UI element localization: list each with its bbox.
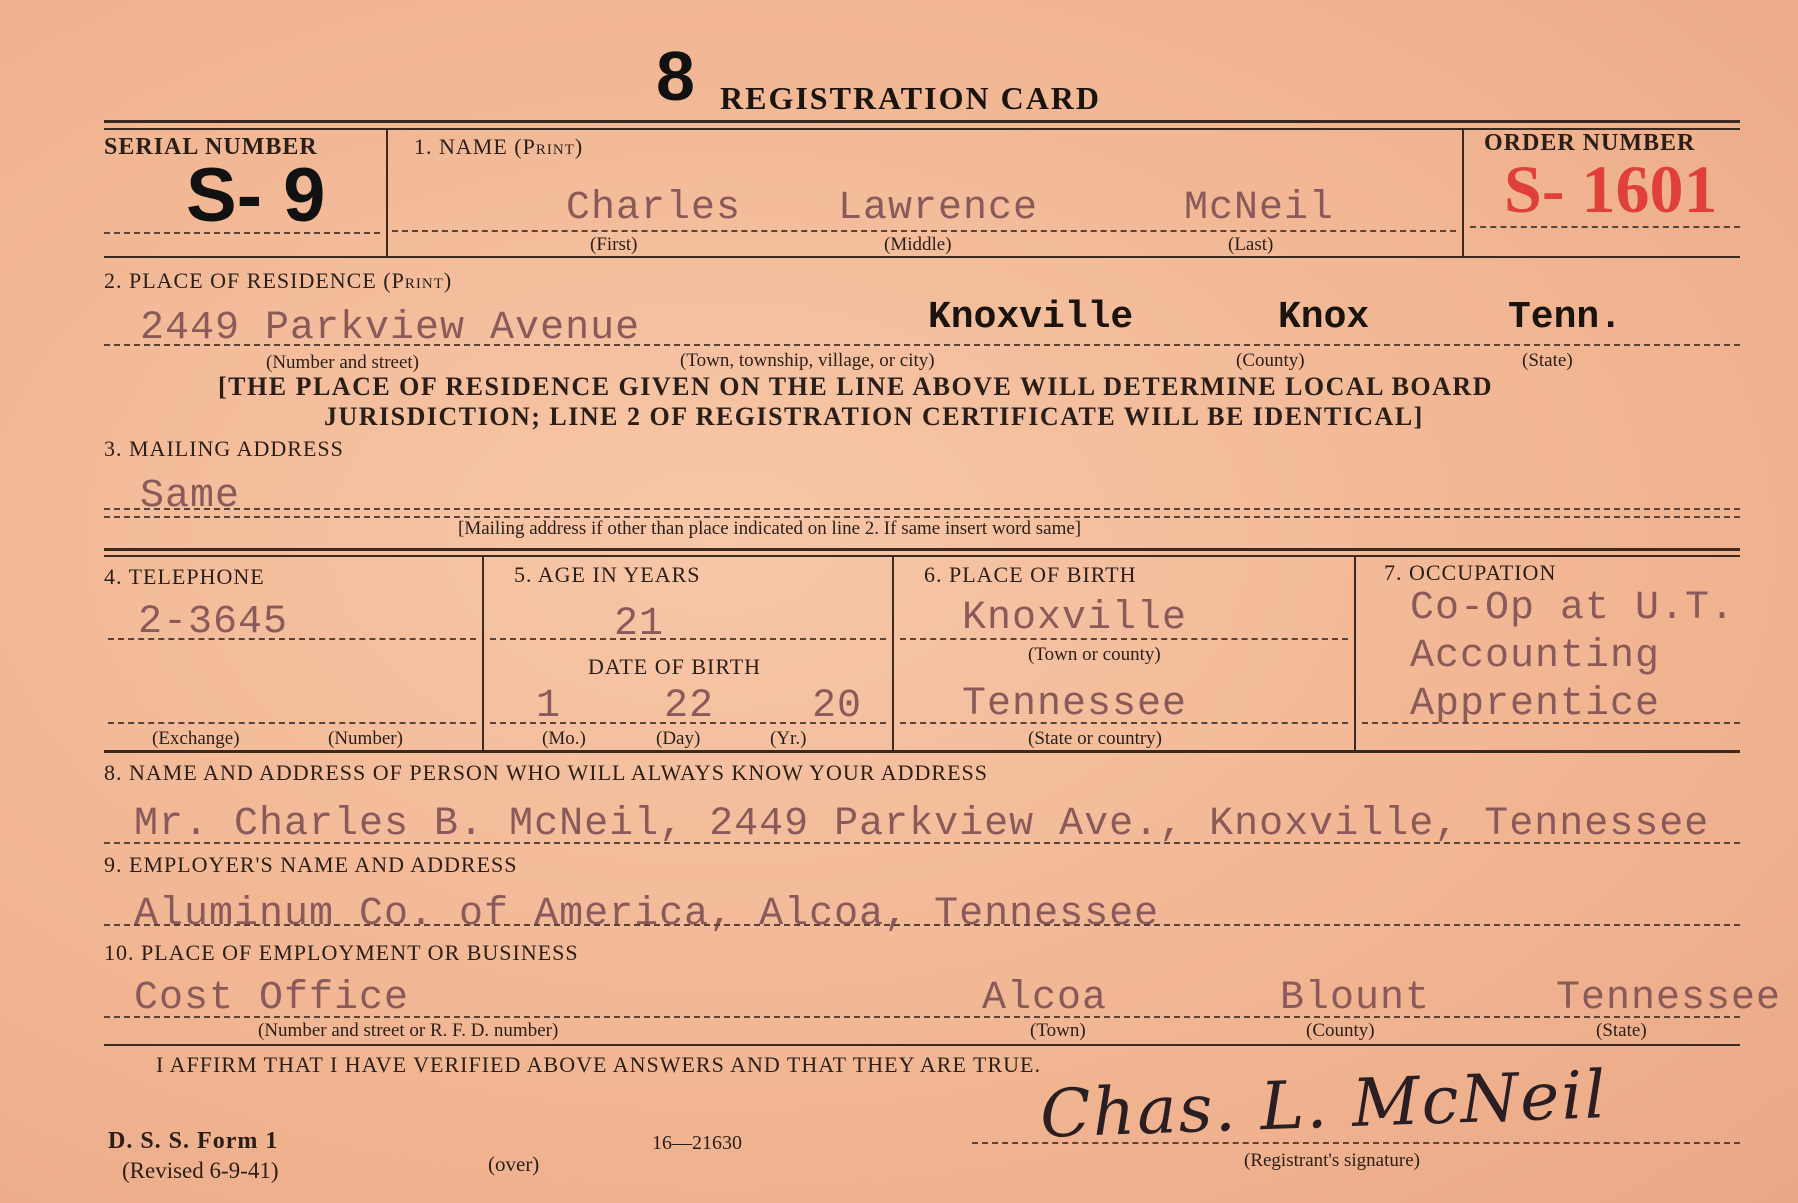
- contact-value: Mr. Charles B. McNeil, 2449 Parkview Ave., Knoxville, Tennessee: [134, 802, 1710, 847]
- registrant-signature: Chas. L. McNeil: [1038, 1056, 1609, 1153]
- occupation-label: 7. OCCUPATION: [1384, 560, 1557, 585]
- mailing-label: 3. MAILING ADDRESS: [104, 436, 344, 461]
- employment-town-caption: (Town): [1030, 1020, 1086, 1041]
- birthplace-label: 6. PLACE OF BIRTH: [924, 562, 1137, 587]
- occupation-line1: Co-Op at U.T.: [1410, 586, 1736, 631]
- employment-label: 10. PLACE OF EMPLOYMENT OR BUSINESS: [104, 940, 579, 965]
- residence-label: 2. PLACE OF RESIDENCE (Print): [104, 268, 453, 293]
- birthplace-town: Knoxville: [962, 596, 1188, 641]
- birthplace-state: Tennessee: [962, 682, 1188, 727]
- residence-county-caption: (County): [1236, 350, 1305, 371]
- card-title: REGISTRATION CARD: [720, 80, 1102, 116]
- residence-town: Knoxville: [928, 296, 1134, 339]
- name-middle: Lawrence: [838, 186, 1039, 231]
- dob-day-caption: (Day): [656, 728, 701, 749]
- occupation-line3: Apprentice: [1410, 682, 1661, 727]
- name-label: 1. NAME (Print): [414, 134, 584, 159]
- dob-year-caption: (Yr.): [770, 728, 807, 749]
- dob-month: 1: [536, 684, 562, 729]
- signature-caption: (Registrant's signature): [1244, 1150, 1420, 1171]
- age-value: 21: [614, 602, 665, 647]
- mailing-caption: [Mailing address if other than place indicated on line 2. If same insert word same]: [458, 518, 1082, 539]
- employment-street-caption: (Number and street or R. F. D. number): [258, 1020, 559, 1041]
- telephone-exchange-caption: (Exchange): [152, 728, 240, 749]
- residence-county: Knox: [1278, 296, 1370, 339]
- serial-number-label: SERIAL NUMBER: [104, 134, 318, 160]
- dob-label: DATE OF BIRTH: [588, 654, 762, 679]
- contact-label: 8. NAME AND ADDRESS OF PERSON WHO WILL ALWAYS KNOW YOUR ADDRESS: [104, 760, 989, 785]
- over-note: (over): [488, 1152, 540, 1176]
- serial-number-value: S- 9: [186, 153, 326, 238]
- residence-street: 2449 Parkview Avenue: [140, 306, 641, 351]
- order-number-value: S- 1601: [1504, 151, 1718, 227]
- employer-value: Aluminum Co. of America, Alcoa, Tennessee: [134, 892, 1160, 937]
- employment-state-caption: (State): [1596, 1020, 1647, 1041]
- employment-state: Tennessee: [1556, 976, 1782, 1021]
- residence-town-caption: (Town, township, village, or city): [680, 350, 935, 371]
- employment-county-caption: (County): [1306, 1020, 1375, 1041]
- telephone-value: 2-3645: [138, 600, 289, 645]
- dob-year: 20: [812, 684, 863, 729]
- employer-label: 9. EMPLOYER'S NAME AND ADDRESS: [104, 852, 518, 877]
- dob-day: 22: [664, 684, 715, 729]
- dob-month-caption: (Mo.): [542, 728, 586, 749]
- residence-notice-line2: JURISDICTION; LINE 2 OF REGISTRATION CERTIFICATE WILL BE IDENTICAL]: [324, 402, 1424, 431]
- employment-street: Cost Office: [134, 976, 410, 1021]
- occupation-line2: Accounting: [1410, 634, 1661, 679]
- form-designation: D. S. S. Form 1: [108, 1128, 279, 1154]
- residence-state-caption: (State): [1522, 350, 1573, 371]
- name-middle-caption: (Middle): [884, 234, 952, 255]
- name-last-caption: (Last): [1228, 234, 1274, 255]
- affirmation-text: I AFFIRM THAT I HAVE VERIFIED ABOVE ANSWERS AND THAT THEY ARE TRUE.: [156, 1052, 1041, 1077]
- name-first: Charles: [566, 186, 742, 231]
- employment-county: Blount: [1280, 976, 1431, 1021]
- birthplace-state-caption: (State or country): [1028, 728, 1163, 749]
- residence-notice-line1: [THE PLACE OF RESIDENCE GIVEN ON THE LINE ABOVE WILL DETERMINE LOCAL BOARD: [218, 372, 1493, 401]
- telephone-label: 4. TELEPHONE: [104, 564, 265, 589]
- print-code: 16—21630: [652, 1132, 742, 1154]
- order-number-label: ORDER NUMBER: [1484, 130, 1696, 156]
- form-number: 8: [656, 37, 695, 115]
- age-label: 5. AGE IN YEARS: [514, 562, 701, 587]
- residence-state: Tenn.: [1508, 296, 1623, 339]
- residence-street-caption: (Number and street): [266, 352, 419, 373]
- birthplace-town-caption: (Town or county): [1028, 644, 1161, 665]
- name-first-caption: (First): [590, 234, 638, 255]
- mailing-value: Same: [140, 474, 241, 519]
- telephone-number-caption: (Number): [328, 728, 403, 749]
- employment-town: Alcoa: [982, 976, 1108, 1021]
- name-last: McNeil: [1184, 186, 1335, 231]
- form-revision: (Revised 6-9-41): [122, 1158, 279, 1183]
